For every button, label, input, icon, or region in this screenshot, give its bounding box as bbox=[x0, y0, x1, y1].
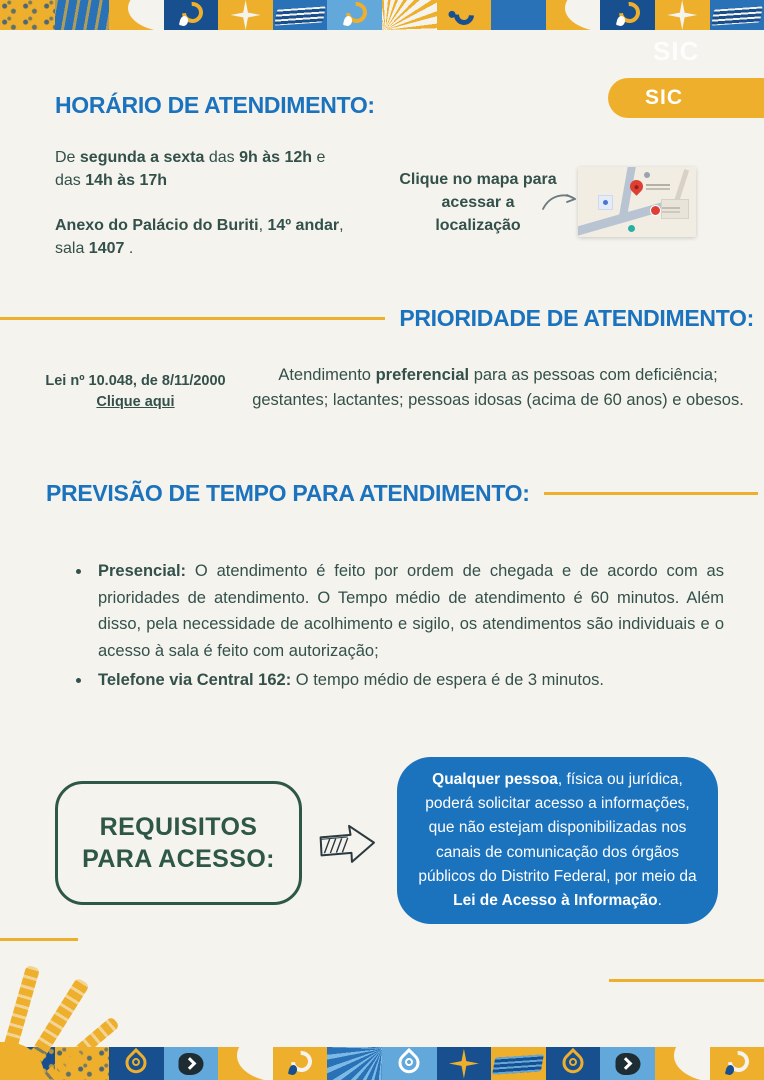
requisitos-label: REQUISITOS PARA ACESSO: bbox=[82, 812, 275, 873]
quarter-yellow-tile bbox=[546, 0, 601, 30]
quarter-yellow-tile bbox=[655, 1047, 710, 1080]
star-navy-tile bbox=[437, 1047, 492, 1080]
books-blue-tile bbox=[710, 0, 764, 30]
previsao-title: PREVISÃO DE TEMPO PARA ATENDIMENTO: bbox=[46, 480, 530, 506]
map-building-block bbox=[661, 199, 689, 219]
person-yellow-tile bbox=[710, 1047, 764, 1080]
prioridade-heading-row bbox=[0, 305, 754, 332]
chevron-lightblue-tile bbox=[600, 1047, 655, 1080]
grunge-navy-tile bbox=[0, 1047, 55, 1080]
previsao-list bbox=[72, 558, 724, 696]
previsao-heading-row bbox=[46, 480, 758, 507]
droplet-lightblue-tile bbox=[382, 1047, 437, 1080]
map-poi-teal-icon bbox=[628, 225, 635, 232]
map-label-bar bbox=[646, 184, 670, 186]
droplet-navy-tile bbox=[109, 1047, 164, 1080]
map-thumbnail[interactable] bbox=[578, 167, 696, 237]
address-line-1: Anexo do Palácio do Buriti, 14º andar, bbox=[55, 217, 344, 235]
books-blue-tile bbox=[273, 0, 328, 30]
grunge-blue-tile bbox=[55, 0, 110, 30]
star-yellow-tile bbox=[218, 0, 273, 30]
bottom-decor-strip bbox=[0, 1047, 764, 1080]
sketch-arrow-icon bbox=[314, 818, 382, 870]
grunge-yellow-tile bbox=[0, 0, 55, 30]
person-navy-tile bbox=[600, 0, 655, 30]
bullet-telefone: • Telefone via Central 162: O tempo médio de espera é de 3 minutos. bbox=[92, 667, 724, 694]
person-navy-tile bbox=[164, 0, 219, 30]
map-poi-marker bbox=[644, 172, 650, 178]
law-text: Lei nº 10.048, de 8/11/2000 bbox=[45, 373, 226, 389]
horario-title: HORÁRIO DE ATENDIMENTO: bbox=[55, 92, 375, 118]
person-lightblue-tile bbox=[327, 0, 382, 30]
yellow-line-left bbox=[0, 938, 78, 941]
grunge-yellow-tile bbox=[55, 1047, 110, 1080]
sic-badge-label: SIC bbox=[644, 86, 683, 109]
yellow-rule bbox=[0, 317, 385, 320]
law-reference bbox=[28, 371, 243, 413]
droplet-navy-tile bbox=[546, 1047, 601, 1080]
bullet-presencial: • Presencial: O atendimento é feito por ordem de chegada e de acordo com as prioridades de atendimento. O Tempo médio de atendimento é 60 minutos. Além disso, pela necessidade de acolhimento e sigilo, os atendimentos são individuais e o acesso à sala é feito com autorização; bbox=[92, 558, 724, 665]
sic-badge bbox=[608, 78, 764, 118]
requisitos-box bbox=[55, 781, 302, 905]
star-yellow-tile bbox=[655, 0, 710, 30]
address-line-2: sala 1407 . bbox=[55, 240, 134, 258]
prioridade-title: PRIORIDADE DE ATENDIMENTO: bbox=[399, 305, 754, 331]
map-poi-red-icon bbox=[650, 205, 661, 216]
horario-body bbox=[55, 147, 395, 261]
quarter-yellow-tile bbox=[109, 0, 164, 30]
solid-blue-tile bbox=[491, 0, 546, 30]
quarter-yellow-tile bbox=[218, 1047, 273, 1080]
rays-white-tile bbox=[382, 0, 437, 30]
schedule-line-2: das 14h às 17h bbox=[55, 171, 168, 189]
yellow-line-right bbox=[609, 979, 764, 982]
chevron-lightblue-tile bbox=[164, 1047, 219, 1080]
books-yellow-tile bbox=[491, 1047, 546, 1080]
schedule-line-1: De segunda a sexta das 9h às 12h e bbox=[55, 149, 326, 166]
yellow-rule bbox=[544, 492, 758, 495]
map-label-bar bbox=[662, 207, 680, 209]
map-road bbox=[674, 169, 689, 203]
acesso-text: Qualquer pessoa, física ou jurídica, poderá solicitar acesso a informações, que não estejam disponibilizadas nos canais de comunicação dos órgãos públicos do Distrito Federal, por meio da Lei de Acesso à Informação. bbox=[418, 771, 697, 909]
rays-blue-tile bbox=[327, 1047, 382, 1080]
acesso-callout bbox=[397, 757, 718, 924]
law-link[interactable]: Clique aqui bbox=[96, 394, 175, 411]
ghost-sic-label: SIC bbox=[653, 36, 700, 66]
map-building-block bbox=[598, 195, 613, 210]
person-yellow-tile bbox=[273, 1047, 328, 1080]
top-decor-strip bbox=[0, 0, 764, 30]
prioridade-paragraph: Atendimento preferencial para as pessoas com deficiência; gestantes; lactantes; pessoas idosas (acima de 60 anos) e obesos. bbox=[252, 366, 744, 409]
curved-arrow-icon bbox=[540, 186, 580, 216]
map-note: Clique no mapa para acessar a localização bbox=[399, 171, 557, 235]
phone-yellow-tile bbox=[437, 0, 492, 30]
